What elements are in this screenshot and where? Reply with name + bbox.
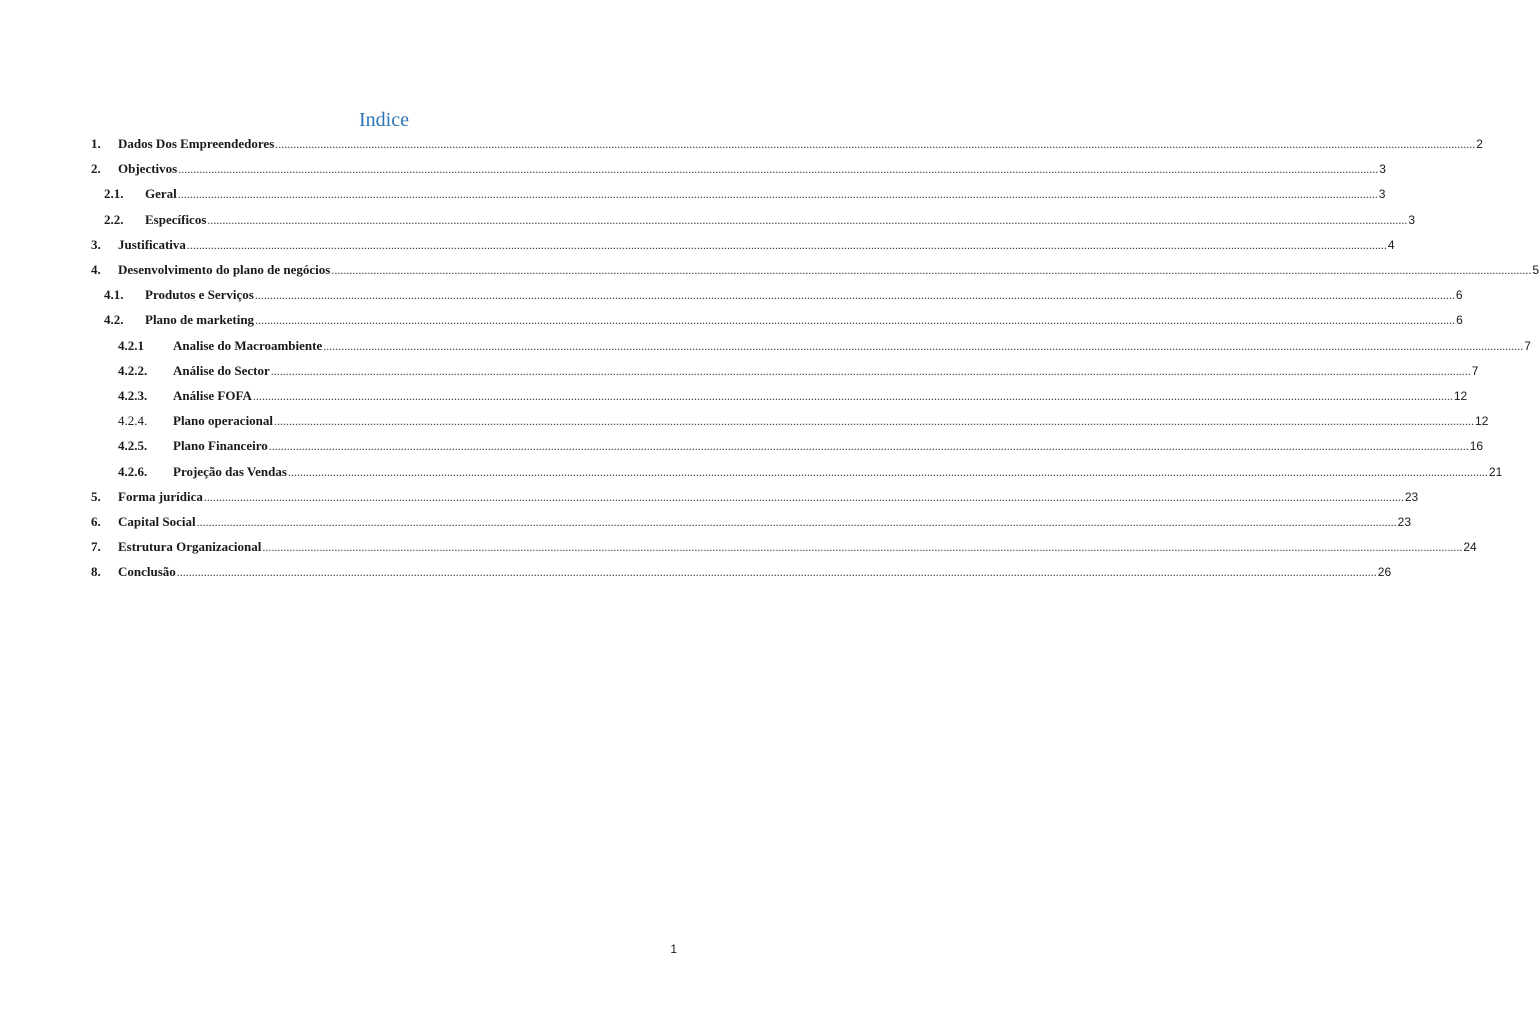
toc-entry-label: Justificativa: [118, 236, 186, 252]
toc-entry-label: Projeção das Vendas: [173, 463, 287, 479]
toc-entry[interactable]: [118, 361, 1479, 381]
toc-entry[interactable]: [104, 285, 1463, 305]
toc-entry-number: 8.: [91, 564, 101, 580]
toc-entry-number: 4.: [91, 262, 101, 277]
toc-entry[interactable]: [91, 487, 1419, 507]
toc-entry-label: Produtos e Serviços: [145, 287, 254, 303]
toc-entry-number: 1.: [91, 136, 101, 151]
toc-entry-number: 4.2.4.: [118, 413, 148, 429]
toc-entry-label: Específicos: [145, 211, 207, 227]
toc-leader-dots: ................................................................................................................................................................................................................................................................................................................................................................................................................: [203, 489, 1404, 504]
toc-leader-dots: ................................................................................................................................................................................................................................................................................................................................................................................................................: [178, 162, 1379, 177]
toc-entry-page: 6: [1455, 288, 1463, 303]
toc-leader-dots: ................................................................................................................................................................................................................................................................................................................................................................................................................: [177, 187, 1378, 202]
toc-entry[interactable]: [91, 159, 1386, 179]
toc-entry-label: Estrutura Organizacional: [118, 539, 262, 555]
toc-entry-number: 3.: [91, 236, 101, 252]
toc-entry-page: 24: [1463, 540, 1477, 555]
toc-entry-number: 4.2.5.: [118, 438, 148, 454]
toc-entry-page: 21: [1488, 464, 1503, 479]
toc-leader-dots: ................................................................................................................................................................................................................................................................................................................................................................................................................: [274, 414, 1475, 429]
footer-page-number: 1: [670, 942, 677, 956]
toc-entry-page: 23: [1404, 489, 1419, 504]
toc-entry-label: Análise FOFA: [173, 388, 252, 403]
toc-entry-page: 2: [1476, 137, 1483, 151]
toc-entry-number: 4.2.3.: [118, 388, 148, 403]
toc-leader-dots: ................................................................................................................................................................................................................................................................................................................................................................................................................: [275, 137, 1476, 151]
toc-entry-label: Dados Dos Empreendedores: [118, 136, 275, 151]
toc-entry-number: 6.: [91, 514, 101, 529]
toc-entry-label: Conclusão: [118, 564, 176, 580]
toc-leader-dots: ................................................................................................................................................................................................................................................................................................................................................................................................................: [207, 212, 1408, 227]
toc-entry-page: 12: [1453, 389, 1468, 403]
toc-entry-page: 6: [1456, 313, 1463, 328]
toc-entry[interactable]: [91, 260, 1539, 280]
toc-entry-page: 3: [1408, 212, 1416, 227]
toc-entry-label: Plano operacional: [173, 413, 274, 429]
toc-entry[interactable]: [118, 411, 1489, 431]
toc-leader-dots: ................................................................................................................................................................................................................................................................................................................................................................................................................: [287, 464, 1488, 479]
toc-entry[interactable]: [104, 310, 1463, 330]
toc-entry[interactable]: [91, 537, 1477, 557]
toc-entry[interactable]: [91, 235, 1395, 255]
toc-entry-number: 5.: [91, 488, 101, 504]
toc-leader-dots: ................................................................................................................................................................................................................................................................................................................................................................................................................: [268, 439, 1469, 454]
toc-entry[interactable]: [118, 462, 1503, 482]
toc-entry-page: 3: [1378, 187, 1386, 202]
toc-leader-dots: ................................................................................................................................................................................................................................................................................................................................................................................................................: [255, 313, 1456, 328]
toc-leader-dots: ................................................................................................................................................................................................................................................................................................................................................................................................................: [270, 363, 1471, 378]
toc-entry-page: 7: [1524, 338, 1531, 353]
toc-leader-dots: ................................................................................................................................................................................................................................................................................................................................................................................................................: [331, 263, 1532, 277]
toc-entry[interactable]: [104, 210, 1416, 230]
toc-leader-dots: ................................................................................................................................................................................................................................................................................................................................................................................................................: [254, 288, 1455, 303]
toc-entry[interactable]: [91, 512, 1412, 532]
toc-entry-number: 2.2.: [104, 211, 124, 227]
toc-entry-page: 7: [1471, 363, 1479, 378]
toc-entry-label: Desenvolvimento do plano de negócios: [118, 262, 331, 277]
toc-leader-dots: ................................................................................................................................................................................................................................................................................................................................................................................................................: [323, 338, 1524, 353]
toc-leader-dots: ................................................................................................................................................................................................................................................................................................................................................................................................................: [176, 565, 1377, 580]
toc-leader-dots: ................................................................................................................................................................................................................................................................................................................................................................................................................: [186, 237, 1387, 252]
toc-leader-dots: ................................................................................................................................................................................................................................................................................................................................................................................................................: [252, 389, 1453, 403]
toc-entry-page: 3: [1379, 162, 1386, 177]
toc-entry-number: 7.: [91, 539, 101, 555]
toc-entry-label: Análise do Sector: [173, 362, 270, 378]
toc-entry-number: 2.: [91, 161, 101, 177]
toc-leader-dots: ................................................................................................................................................................................................................................................................................................................................................................................................................: [262, 540, 1463, 555]
toc-entry-page: 26: [1377, 565, 1392, 580]
toc-entry-number: 4.2.2.: [118, 362, 148, 378]
toc-leader-dots: ................................................................................................................................................................................................................................................................................................................................................................................................................: [196, 515, 1397, 529]
toc-entry-number: 4.1.: [104, 287, 124, 303]
toc-entry-number: 4.2.6.: [118, 463, 148, 479]
toc-entry-label: Forma jurídica: [118, 488, 203, 504]
toc-entry-number: 2.1.: [104, 186, 124, 202]
page-title: Indice: [359, 109, 409, 131]
toc-entry-label: Objectivos: [118, 161, 178, 177]
toc-entry-page: 16: [1469, 439, 1484, 454]
toc-entry[interactable]: [91, 134, 1483, 154]
toc-entry-label: Geral: [145, 186, 177, 202]
toc-entry-label: Plano de marketing: [145, 312, 255, 328]
toc-entry-number: 4.2.1: [118, 337, 144, 353]
toc-entry-page: 12: [1475, 414, 1489, 429]
toc-entry[interactable]: [118, 336, 1531, 356]
toc-entry-label: Capital Social: [118, 514, 196, 529]
toc-entry[interactable]: [91, 562, 1392, 582]
toc-entry[interactable]: [104, 184, 1386, 204]
toc-entry[interactable]: [118, 436, 1484, 456]
toc-entry-page: 23: [1397, 515, 1412, 529]
toc-entry-page: 5: [1532, 263, 1539, 277]
toc-entry-page: 4: [1387, 237, 1395, 252]
toc-entry-label: Plano Financeiro: [173, 438, 268, 454]
toc-entry-label: Analise do Macroambiente: [173, 337, 323, 353]
toc-entry-number: 4.2.: [104, 312, 124, 328]
toc-entry[interactable]: [118, 386, 1468, 406]
